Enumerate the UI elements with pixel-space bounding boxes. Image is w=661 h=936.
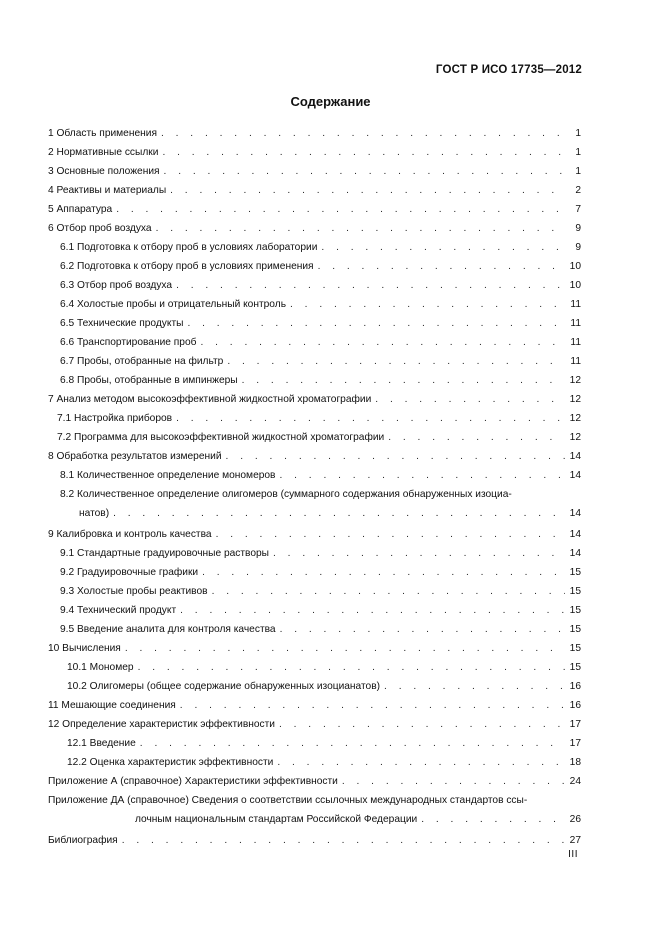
toc-entry[interactable]: 12 Определение характеристик эффективности . . . 17	[48, 716, 581, 735]
toc-entry[interactable]: 4 Реактивы и материалы . . . 2	[48, 182, 581, 201]
toc-entry[interactable]: 9.5 Введение аналита для контроля качества . . . 15	[48, 621, 581, 640]
toc-entry[interactable]: Библиография . . . 27	[48, 832, 581, 851]
toc-entry[interactable]: 3 Основные положения . . . 1	[48, 163, 581, 182]
toc-entry[interactable]: 8.2 Количественное определение олигомеров (суммарного содержания обнаруженных изоциа- натов) . . . 14	[48, 486, 581, 526]
toc-entry[interactable]: 12.2 Оценка характеристик эффективности . . . 18	[48, 754, 581, 773]
toc-entry[interactable]: 10 Вычисления . . . 15	[48, 640, 581, 659]
toc-entry[interactable]: 6.6 Транспортирование проб . . . 11	[48, 334, 581, 353]
toc-entry[interactable]: 9.3 Холостые пробы реактивов . . . 15	[48, 583, 581, 602]
standard-code: ГОСТ Р ИСО 17735—2012	[435, 64, 582, 76]
page-title: Содержание	[290, 94, 371, 109]
toc-entry[interactable]: 6.7 Пробы, отобранные на фильтр . . . 11	[48, 353, 581, 372]
toc-entry[interactable]: 10.1 Мономер . . . 15	[48, 659, 581, 678]
toc-entry[interactable]: 2 Нормативные ссылки . . . 1	[48, 144, 581, 163]
toc-entry[interactable]: 9.1 Стандартные градуировочные растворы . . . 14	[48, 545, 581, 564]
toc-entry[interactable]: 6.3 Отбор проб воздуха . . . 10	[48, 277, 581, 296]
toc-entry[interactable]: Приложение ДА (справочное) Сведения о соответствии ссылочных международных стандартов ссы- лочным национальным стандартам Российской Федерации . . . 26	[48, 792, 581, 832]
toc-entry[interactable]: 8 Обработка результатов измерений . . . 14	[48, 448, 581, 467]
toc-entry[interactable]: 9.4 Технический продукт . . . 15	[48, 602, 581, 621]
toc-entry[interactable]: 6.4 Холостые пробы и отрицательный контроль . . . 11	[48, 296, 581, 315]
toc-entry[interactable]: 6.5 Технические продукты . . . 11	[48, 315, 581, 334]
toc-entry[interactable]: 8.1 Количественное определение мономеров . . . 14	[48, 467, 581, 486]
toc-entry[interactable]: 6 Отбор проб воздуха . . . 9	[48, 220, 581, 239]
toc-entry[interactable]: 12.1 Введение . . . 17	[48, 735, 581, 754]
toc-entry[interactable]: 9 Калибровка и контроль качества . . . 14	[48, 526, 581, 545]
toc-entry[interactable]: 7.2 Программа для высокоэффективной жидкостной хроматографии . . . 12	[48, 429, 581, 448]
toc-entry[interactable]: 6.8 Пробы, отобранные в импинжеры . . . 12	[48, 372, 581, 391]
toc-entry[interactable]: 1 Область применения . . . 1	[48, 125, 581, 144]
toc-entry[interactable]: 6.1 Подготовка к отбору проб в условиях лаборатории . . . 9	[48, 239, 581, 258]
toc-entry[interactable]: Приложение А (справочное) Характеристики эффективности . . . 24	[48, 773, 581, 792]
toc-entry[interactable]: 10.2 Олигомеры (общее содержание обнаруженных изоцианатов) . . . 16	[48, 678, 581, 697]
toc-entry[interactable]: 7 Анализ методом высокоэффективной жидкостной хроматографии . . . 12	[48, 391, 581, 410]
toc-entry[interactable]: 6.2 Подготовка к отбору проб в условиях применения . . . 10	[48, 258, 581, 277]
toc-entry[interactable]: 11 Мешающие соединения . . . 16	[48, 697, 581, 716]
table-of-contents	[48, 125, 581, 851]
toc-entry[interactable]: 9.2 Градуировочные графики . . . 15	[48, 564, 581, 583]
page-number: III	[568, 849, 578, 860]
toc-entry[interactable]: 7.1 Настройка приборов . . . 12	[48, 410, 581, 429]
toc-entry[interactable]: 5 Аппаратура . . . 7	[48, 201, 581, 220]
